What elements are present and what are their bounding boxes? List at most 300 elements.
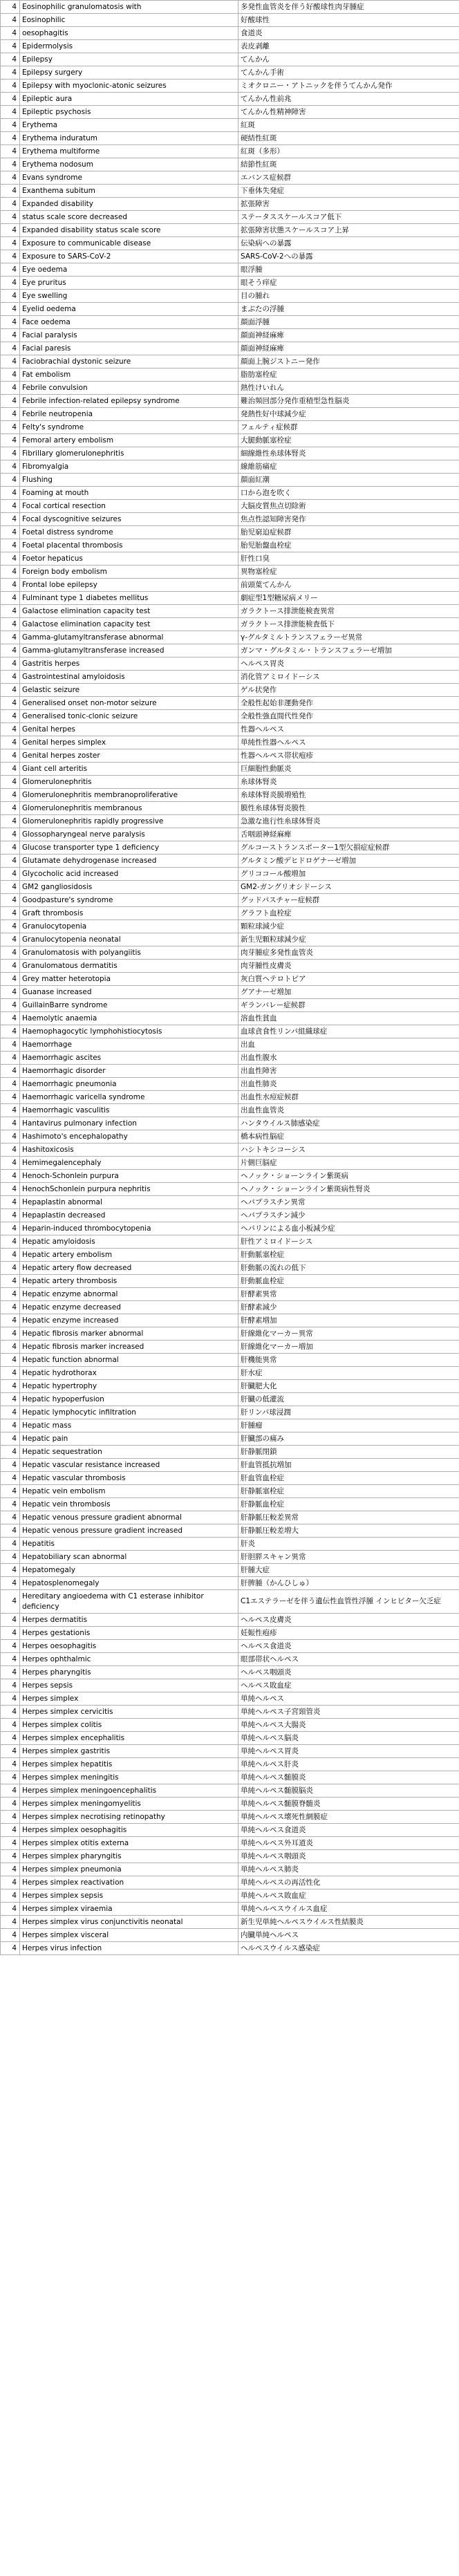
table-row [1,1091,459,1104]
japanese-term-cell: 単純ヘルペス大腸炎 [238,1719,459,1732]
english-term-cell: Granulomatosis with polyangiitis [20,946,238,960]
table-row [1,644,459,657]
table-row [1,80,459,93]
table-row [1,66,459,80]
table-row [1,933,459,946]
english-term-cell: Hepatic function abnormal [20,1354,238,1367]
japanese-term-cell: エバンス症候群 [238,171,459,185]
term-table-body [1,1,459,1955]
level-cell: 4 [1,1406,20,1419]
level-cell: 4 [1,710,20,723]
japanese-term-cell: ゲル状発作 [238,684,459,697]
english-term-cell: Expanded disability [20,198,238,211]
table-row [1,1627,459,1640]
table-row [1,1472,459,1485]
japanese-term-cell: てんかん性精神障害 [238,106,459,119]
japanese-term-cell: 単純ヘルペス壊死性網膜症 [238,1811,459,1824]
japanese-term-cell: 舌咽頭神経麻痺 [238,828,459,841]
english-term-cell: Exanthema subitum [20,185,238,198]
japanese-term-cell: ヘルペス皮膚炎 [238,1614,459,1627]
level-cell: 4 [1,986,20,999]
table-row [1,395,459,408]
table-row [1,1590,459,1614]
english-term-cell: Glomerulonephritis membranous [20,802,238,815]
japanese-term-cell: ミオクロニー・アトニックを伴うてんかん発作 [238,80,459,93]
english-term-cell: Hepatic vascular resistance increased [20,1459,238,1472]
english-term-cell: Graft thrombosis [20,907,238,920]
japanese-term-cell: ガラクトース排泄能検査異常 [238,605,459,618]
japanese-term-cell: 肝静脈塞栓症 [238,1485,459,1498]
english-term-cell: Glomerulonephritis membranoproliferative [20,789,238,802]
japanese-term-cell: 全般性起始非運動発作 [238,697,459,710]
level-cell: 4 [1,1419,20,1432]
table-row [1,513,459,526]
japanese-term-cell: 全般性強直間代性発作 [238,710,459,723]
japanese-term-cell: 妊娠性疱疹 [238,1627,459,1640]
table-row [1,250,459,263]
level-cell: 4 [1,1078,20,1091]
japanese-term-cell: 伝染病への暴露 [238,237,459,250]
table-row [1,263,459,277]
level-cell: 4 [1,421,20,434]
level-cell: 4 [1,1341,20,1354]
english-term-cell: Felty's syndrome [20,421,238,434]
japanese-term-cell: 肝動脈塞栓症 [238,1249,459,1262]
table-row [1,355,459,368]
english-term-cell: Granulocytopenia [20,920,238,933]
level-cell: 4 [1,1758,20,1771]
japanese-term-cell: 肝腫大症 [238,1564,459,1577]
level-cell: 4 [1,749,20,763]
english-term-cell: Galactose elimination capacity test [20,618,238,631]
table-row [1,434,459,447]
japanese-term-cell: 溶血性貧血 [238,1012,459,1025]
english-term-cell: Epilepsy surgery [20,66,238,80]
japanese-term-cell: 出血性肺炎 [238,1078,459,1091]
table-row [1,303,459,316]
english-term-cell: Gastrointestinal amyloidosis [20,671,238,684]
japanese-term-cell: 単純ヘルペス咽頭炎 [238,1850,459,1863]
table-row [1,684,459,697]
japanese-term-cell: 紅斑（多形） [238,145,459,158]
japanese-term-cell: 肝線維化マーカー増加 [238,1341,459,1354]
japanese-term-cell: 肝炎 [238,1538,459,1551]
level-cell: 4 [1,973,20,986]
english-term-cell: Frontal lobe epilepsy [20,579,238,592]
level-cell: 4 [1,447,20,460]
english-term-cell: Generalised onset non-motor seizure [20,697,238,710]
table-row [1,1183,459,1196]
english-term-cell: Hepatic artery flow decreased [20,1262,238,1275]
table-row [1,1170,459,1183]
japanese-term-cell: 顔面神経麻痺 [238,342,459,355]
english-term-cell: Herpes simplex sepsis [20,1889,238,1903]
table-row [1,552,459,566]
japanese-term-cell: 肝動脈の流れの低下 [238,1262,459,1275]
table-row [1,1538,459,1551]
japanese-term-cell: 拡張障害状態スケールスコア上昇 [238,224,459,237]
table-row [1,277,459,290]
english-term-cell: Herpes simplex encephalitis [20,1732,238,1745]
level-cell: 4 [1,1301,20,1314]
level-cell: 4 [1,1144,20,1157]
japanese-term-cell: 単純ヘルペスの再活性化 [238,1876,459,1889]
english-term-cell: HenochSchonlein purpura nephritis [20,1183,238,1196]
japanese-term-cell: ガンマ・グルタミル・トランスフェラーゼ増加 [238,644,459,657]
english-term-cell: Haemorrhagic vasculitis [20,1104,238,1117]
english-term-cell: Hepatic vein embolism [20,1485,238,1498]
level-cell: 4 [1,1025,20,1038]
english-term-cell: Grey matter heterotopia [20,973,238,986]
english-term-cell: Haemophagocytic lymphohistiocytosis [20,1025,238,1038]
japanese-term-cell: 肉芽腫性皮膚炎 [238,960,459,973]
level-cell: 4 [1,776,20,789]
japanese-term-cell: 性器ヘルペス帯状疱疹 [238,749,459,763]
english-term-cell: Erythema induratum [20,132,238,145]
english-term-cell: Hepatic amyloidosis [20,1235,238,1249]
table-row [1,1354,459,1367]
level-cell: 4 [1,631,20,644]
english-term-cell: Herpes simplex viraemia [20,1903,238,1916]
level-cell: 4 [1,1876,20,1889]
english-term-cell: Foaming at mouth [20,487,238,500]
table-row [1,1249,459,1262]
japanese-term-cell: 発熱性好中球減少症 [238,408,459,421]
level-cell: 4 [1,1327,20,1341]
level-cell: 4 [1,1640,20,1653]
english-term-cell: Hepatic vascular thrombosis [20,1472,238,1485]
japanese-term-cell: グリココール酸増加 [238,868,459,881]
table-row [1,27,459,40]
table-row [1,999,459,1012]
level-cell: 4 [1,93,20,106]
english-term-cell: Heparin-induced thrombocytopenia [20,1222,238,1235]
english-term-cell: Eosinophilic granulomatosis with [20,1,238,14]
level-cell: 4 [1,1863,20,1876]
level-cell: 4 [1,566,20,579]
japanese-term-cell: 口から泡を吹く [238,487,459,500]
level-cell: 4 [1,1367,20,1380]
english-term-cell: Evans syndrome [20,171,238,185]
japanese-term-cell: 単純性性器ヘルペス [238,736,459,749]
japanese-term-cell: C1エステラーゼを伴う遺伝性血管性浮腫 インヒビター欠乏症 [238,1590,459,1614]
table-row [1,132,459,145]
table-row [1,290,459,303]
japanese-term-cell: グラフト血栓症 [238,907,459,920]
level-cell: 4 [1,434,20,447]
english-term-cell: Exposure to SARS-CoV-2 [20,250,238,263]
level-cell: 4 [1,224,20,237]
table-row [1,736,459,749]
english-term-cell: Herpes ophthalmic [20,1653,238,1666]
table-row [1,1889,459,1903]
english-term-cell: Erythema [20,119,238,132]
japanese-term-cell: 前頭葉てんかん [238,579,459,592]
level-cell: 4 [1,1498,20,1511]
english-term-cell: Hepatic venous pressure gradient increased [20,1524,238,1538]
japanese-term-cell: 単純ヘルペス子宮頸管炎 [238,1706,459,1719]
english-term-cell: Febrile convulsion [20,382,238,395]
japanese-term-cell: ガラクトース排泄能検査低下 [238,618,459,631]
english-term-cell: Goodpasture's syndrome [20,894,238,907]
english-term-cell: Eye swelling [20,290,238,303]
level-cell: 4 [1,1824,20,1837]
table-row [1,855,459,868]
english-term-cell: Herpes virus infection [20,1942,238,1955]
level-cell: 4 [1,53,20,66]
level-cell: 4 [1,1485,20,1498]
english-term-cell: Herpes simplex [20,1692,238,1706]
table-row [1,474,459,487]
japanese-term-cell: 拡張障害 [238,198,459,211]
table-row [1,224,459,237]
level-cell: 4 [1,1692,20,1706]
japanese-term-cell: グルタミン酸デヒドロゲナーゼ増加 [238,855,459,868]
english-term-cell: Galactose elimination capacity test [20,605,238,618]
level-cell: 4 [1,237,20,250]
english-term-cell: Herpes simplex necrotising retinopathy [20,1811,238,1824]
japanese-term-cell: 肝動脈血栓症 [238,1275,459,1288]
level-cell: 4 [1,1590,20,1614]
japanese-term-cell: 出血性腹水 [238,1052,459,1065]
level-cell: 4 [1,868,20,881]
level-cell: 4 [1,80,20,93]
table-row [1,1341,459,1354]
japanese-term-cell: グアナーゼ増加 [238,986,459,999]
english-term-cell: Hepatic artery thrombosis [20,1275,238,1288]
table-row [1,460,459,474]
table-row [1,1798,459,1811]
japanese-term-cell: 焦点性認知障害発作 [238,513,459,526]
table-row [1,605,459,618]
level-cell: 4 [1,119,20,132]
table-row [1,1038,459,1052]
table-row [1,960,459,973]
table-row [1,1824,459,1837]
level-cell: 4 [1,999,20,1012]
level-cell: 4 [1,1889,20,1903]
level-cell: 4 [1,881,20,894]
japanese-term-cell: ヘルペス胃炎 [238,657,459,671]
table-row [1,14,459,27]
english-term-cell: Eye pruritus [20,277,238,290]
english-term-cell: Hepatosplenomegaly [20,1577,238,1590]
japanese-term-cell: ステータススケールスコア低下 [238,211,459,224]
table-row [1,1916,459,1929]
level-cell: 4 [1,1511,20,1524]
english-term-cell: Foetal distress syndrome [20,526,238,539]
level-cell: 4 [1,1784,20,1798]
table-row [1,579,459,592]
table-row [1,316,459,329]
english-term-cell: Haemorrhagic disorder [20,1065,238,1078]
japanese-term-cell: 難治頻回部分発作重積型急性脳炎 [238,395,459,408]
table-row [1,1551,459,1564]
table-row [1,171,459,185]
japanese-term-cell: ヘパプラスチン異常 [238,1196,459,1209]
table-row [1,841,459,855]
english-term-cell: Facial paralysis [20,329,238,342]
english-term-cell: Fibrillary glomerulonephritis [20,447,238,460]
english-term-cell: Guanase increased [20,986,238,999]
japanese-term-cell: 血球貪食性リンパ組織球症 [238,1025,459,1038]
level-cell: 4 [1,1745,20,1758]
japanese-term-cell: 肝酵素異常 [238,1288,459,1301]
english-term-cell: Flushing [20,474,238,487]
level-cell: 4 [1,1666,20,1679]
japanese-term-cell: ハンタウイルス肺感染症 [238,1117,459,1130]
japanese-term-cell: 単純ヘルペス敗血症 [238,1889,459,1903]
japanese-term-cell: 眼浮腫 [238,263,459,277]
english-term-cell: Hepatomegaly [20,1564,238,1577]
level-cell: 4 [1,185,20,198]
level-cell: 4 [1,1942,20,1955]
japanese-term-cell: 橋本病性脳症 [238,1130,459,1144]
level-cell: 4 [1,106,20,119]
level-cell: 4 [1,1564,20,1577]
english-term-cell: Glucose transporter type 1 deficiency [20,841,238,855]
english-term-cell: Glutamate dehydrogenase increased [20,855,238,868]
level-cell: 4 [1,763,20,776]
level-cell: 4 [1,1446,20,1459]
level-cell: 4 [1,1,20,14]
japanese-term-cell: 硬結性紅斑 [238,132,459,145]
english-term-cell: Hepatic fibrosis marker abnormal [20,1327,238,1341]
english-term-cell: Foetor hepaticus [20,552,238,566]
table-row [1,946,459,960]
japanese-term-cell: 片側巨脳症 [238,1157,459,1170]
japanese-term-cell: 単純ヘルペスウイルス血症 [238,1903,459,1916]
table-row [1,710,459,723]
japanese-term-cell: 単純ヘルペス髄膜炎 [238,1771,459,1784]
table-row [1,368,459,382]
table-row [1,1314,459,1327]
english-term-cell: Epileptic psychosis [20,106,238,119]
english-term-cell: Gamma-glutamyltransferase increased [20,644,238,657]
english-term-cell: Hepatitis [20,1538,238,1551]
level-cell: 4 [1,539,20,552]
english-term-cell: Herpes oesophagitis [20,1640,238,1653]
japanese-term-cell: 出血性水痘症候群 [238,1091,459,1104]
table-row [1,1380,459,1393]
japanese-term-cell: ヘルペス食道炎 [238,1640,459,1653]
level-cell: 4 [1,1538,20,1551]
japanese-term-cell: 出血 [238,1038,459,1052]
japanese-term-cell: 多発性血管炎を伴う好酸球性肉芽腫症 [238,1,459,14]
japanese-term-cell: 顆粒球減少症 [238,920,459,933]
table-row [1,1640,459,1653]
table-row [1,408,459,421]
table-row [1,671,459,684]
level-cell: 4 [1,1459,20,1472]
table-row [1,697,459,710]
table-row [1,1745,459,1758]
english-term-cell: oesophagitis [20,27,238,40]
level-cell: 4 [1,1524,20,1538]
level-cell: 4 [1,1052,20,1065]
english-term-cell: Generalised tonic-clonic seizure [20,710,238,723]
level-cell: 4 [1,329,20,342]
level-cell: 4 [1,1577,20,1590]
english-term-cell: Granulomatous dermatitis [20,960,238,973]
table-row [1,1692,459,1706]
level-cell: 4 [1,500,20,513]
japanese-term-cell: てんかん [238,53,459,66]
japanese-term-cell: ヘパプラスチン減少 [238,1209,459,1222]
level-cell: 4 [1,1157,20,1170]
table-row [1,1144,459,1157]
table-row [1,1262,459,1275]
table-row [1,828,459,841]
japanese-term-cell: 巨細胞性動脈炎 [238,763,459,776]
japanese-term-cell: 顔面紅潮 [238,474,459,487]
level-cell: 4 [1,920,20,933]
japanese-term-cell: まぶたの浮腫 [238,303,459,316]
table-row [1,1235,459,1249]
table-row [1,1301,459,1314]
table-row [1,868,459,881]
english-term-cell: Hepatobiliary scan abnormal [20,1551,238,1564]
english-term-cell: Genital herpes zoster [20,749,238,763]
japanese-term-cell: 灰白質ヘテロトピア [238,973,459,986]
english-term-cell: Hepatic enzyme increased [20,1314,238,1327]
table-row [1,894,459,907]
english-term-cell: Foreign body embolism [20,566,238,579]
table-row [1,815,459,828]
level-cell: 4 [1,1262,20,1275]
japanese-term-cell: 出血性血管炎 [238,1104,459,1117]
table-row [1,1052,459,1065]
level-cell: 4 [1,618,20,631]
level-cell: 4 [1,815,20,828]
level-cell: 4 [1,526,20,539]
level-cell: 4 [1,1719,20,1732]
english-term-cell: Febrile neutropenia [20,408,238,421]
japanese-term-cell: 新生児顆粒球減少症 [238,933,459,946]
table-row [1,1903,459,1916]
level-cell: 4 [1,368,20,382]
english-term-cell: Hepatic sequestration [20,1446,238,1459]
english-term-cell: Fulminant type 1 diabetes mellitus [20,592,238,605]
japanese-term-cell: 肝酵素減少 [238,1301,459,1314]
table-row [1,1511,459,1524]
english-term-cell: Femoral artery embolism [20,434,238,447]
english-term-cell: Erythema multiforme [20,145,238,158]
japanese-term-cell: 肝線維化マーカー異常 [238,1327,459,1341]
japanese-term-cell: 肝胆膵スキャン異常 [238,1551,459,1564]
japanese-term-cell: てんかん性前兆 [238,93,459,106]
japanese-term-cell: 胎児窮迫症候群 [238,526,459,539]
english-term-cell: Hepatic vein thrombosis [20,1498,238,1511]
japanese-term-cell: 脂肪塞栓症 [238,368,459,382]
english-term-cell: Epilepsy [20,53,238,66]
japanese-term-cell: グッドパスチャー症候群 [238,894,459,907]
japanese-term-cell: 肝脾腫（かんひしゅ） [238,1577,459,1590]
japanese-term-cell: 単純ヘルペス髄膜脊髄炎 [238,1798,459,1811]
table-row [1,986,459,999]
level-cell: 4 [1,723,20,736]
table-row [1,1811,459,1824]
english-term-cell: status scale score decreased [20,211,238,224]
japanese-term-cell: γ-グルタミルトランスフェラーゼ異常 [238,631,459,644]
table-row [1,1614,459,1627]
table-row [1,1564,459,1577]
level-cell: 4 [1,1235,20,1249]
table-row [1,487,459,500]
level-cell: 4 [1,1706,20,1719]
table-row [1,789,459,802]
english-term-cell: GuillainBarre syndrome [20,999,238,1012]
